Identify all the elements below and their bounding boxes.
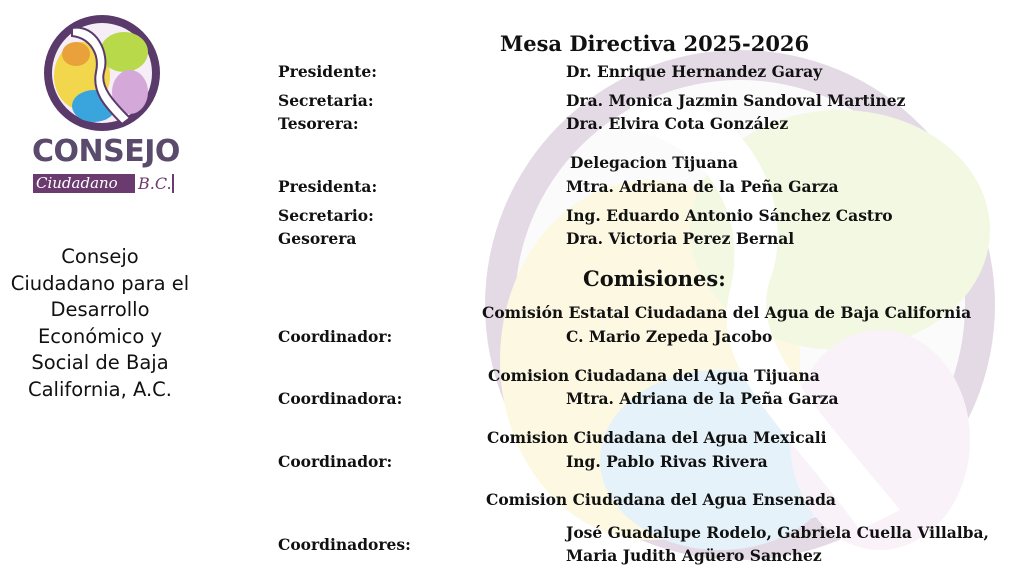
comision-mexicali-name: Ing. Pablo Rivas Rivera xyxy=(566,452,768,471)
delegacion-role-tesorera: Gesorera xyxy=(278,229,357,248)
comision-ensenada-role: Coordinadores: xyxy=(278,535,411,554)
logo-word: CONSEJO xyxy=(32,134,180,169)
comision-tijuana-title: Comision Ciudadana del Agua Tijuana xyxy=(488,366,820,385)
logo-emblem-icon xyxy=(42,14,162,132)
mesa-role-secretaria: Secretaria: xyxy=(278,91,374,110)
comision-estatal-title: Comisión Estatal Ciudadana del Agua de Baja California xyxy=(482,303,972,322)
comision-ensenada-name-line-2: Maria Judith Agüero Sanchez xyxy=(566,546,822,565)
delegacion-title: Delegacion Tijuana xyxy=(570,153,738,172)
logo-sub-text: Ciudadano xyxy=(36,174,118,192)
mesa-name-tesorera: Dra. Elvira Cota González xyxy=(566,114,789,133)
delegacion-name-tesorera: Dra. Victoria Perez Bernal xyxy=(566,229,795,248)
comision-ensenada-name-line-1: José Guadalupe Rodelo, Gabriela Cuella Villalba, xyxy=(566,523,989,542)
delegacion-role-presidenta: Presidenta: xyxy=(278,177,378,196)
comisiones-title: Comisiones: xyxy=(583,266,726,291)
comision-mexicali-title: Comision Ciudadana del Agua Mexicali xyxy=(487,428,827,447)
mesa-title: Mesa Directiva 2025-2026 xyxy=(500,31,810,56)
mesa-role-presidente: Presidente: xyxy=(278,62,378,81)
mesa-name-secretaria: Dra. Monica Jazmin Sandoval Martinez xyxy=(566,91,906,110)
comision-estatal-name: C. Mario Zepeda Jacobo xyxy=(566,327,773,346)
mesa-name-presidente: Dr. Enrique Hernandez Garay xyxy=(566,62,823,81)
org-name: Consejo Ciudadano para el Desarrollo Económico y Social de Baja California, A.C. xyxy=(10,245,190,401)
delegacion-name-presidenta: Mtra. Adriana de la Peña Garza xyxy=(566,177,839,196)
delegacion-name-secretario: Ing. Eduardo Antonio Sánchez Castro xyxy=(566,206,893,225)
delegacion-role-secretario: Secretario: xyxy=(278,206,374,225)
comision-ensenada-title: Comision Ciudadana del Agua Ensenada xyxy=(486,490,836,509)
mesa-role-tesorera: Tesorera: xyxy=(278,114,359,133)
logo-subtitle xyxy=(33,174,174,193)
comision-mexicali-role: Coordinador: xyxy=(278,452,393,471)
consejo-logo xyxy=(28,14,180,193)
comision-tijuana-role: Coordinadora: xyxy=(278,389,403,408)
logo-suffix: B.C. xyxy=(135,174,172,193)
comision-estatal-role: Coordinador: xyxy=(278,327,393,346)
comision-tijuana-name: Mtra. Adriana de la Peña Garza xyxy=(566,389,839,408)
